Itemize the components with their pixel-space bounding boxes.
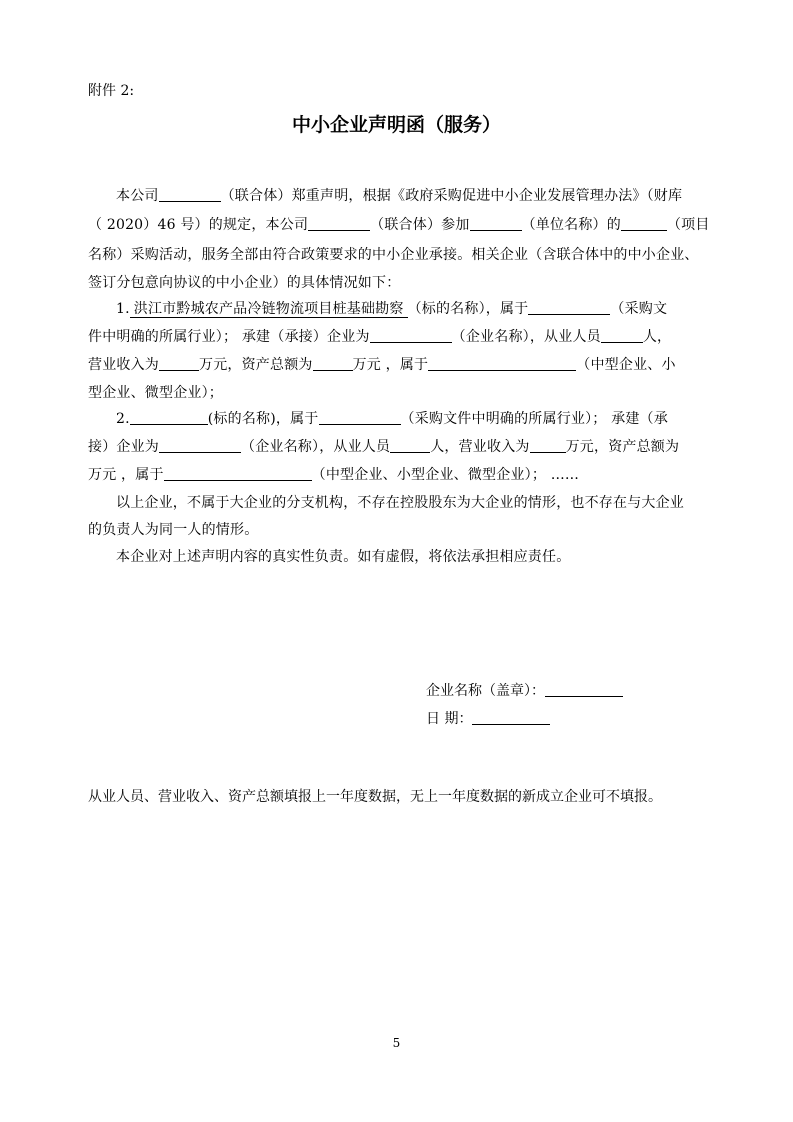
paragraph-1-line-1 bbox=[116, 185, 736, 205]
item-1-line-4: 型企业、微型企业）； bbox=[88, 385, 223, 401]
text: （项目 bbox=[666, 217, 710, 233]
date-blank[interactable] bbox=[472, 710, 550, 725]
text: 2. bbox=[116, 411, 130, 427]
text: 1. bbox=[116, 301, 130, 317]
company-blank[interactable] bbox=[159, 187, 221, 202]
paragraph-3-line-1: 以上企业，不属于大企业的分支机构，不存在控股股东为大企业的情形，也不存在与大企业 bbox=[116, 495, 684, 511]
item-1-line-2 bbox=[88, 326, 708, 346]
company-seal-label: 企业名称（盖章）： bbox=[426, 683, 545, 699]
text: 件中明确的所属行业）； 承建（承接）企业为 bbox=[88, 329, 370, 345]
employees-blank[interactable] bbox=[390, 438, 430, 453]
text: 人， bbox=[642, 329, 672, 345]
text: 万元，资产总额为 bbox=[199, 357, 313, 373]
company-seal-blank[interactable] bbox=[545, 682, 623, 697]
item-1-line-1 bbox=[116, 298, 736, 318]
unit-name-blank[interactable] bbox=[470, 216, 522, 231]
employees-blank[interactable] bbox=[601, 328, 643, 343]
text: （采购文 bbox=[610, 301, 668, 317]
project-name: 洪江市黔城农产品冷链物流项目桩基础勘察 bbox=[130, 301, 408, 318]
industry-blank[interactable] bbox=[528, 300, 610, 315]
text: （单位名称）的 bbox=[521, 217, 621, 233]
date-row bbox=[426, 708, 550, 728]
item-2-line-1 bbox=[116, 408, 736, 428]
text: （企业名称），从业人员 bbox=[451, 329, 601, 345]
text: （中型企业、小型企业、微型企业）； …… bbox=[311, 467, 580, 483]
text: （标的名称），属于 bbox=[407, 301, 529, 317]
text: 人，营业收入为 bbox=[430, 439, 530, 455]
item-2-line-3 bbox=[88, 464, 708, 484]
text: （联合体）郑重声明，根据《政府采购促进中小企业发展管理办法》（财库 bbox=[220, 188, 683, 204]
enterprise-type-blank[interactable] bbox=[428, 356, 576, 371]
item-1-line-3 bbox=[88, 354, 708, 374]
revenue-blank[interactable] bbox=[159, 356, 199, 371]
text: 营业收入为 bbox=[88, 357, 159, 373]
paragraph-3-line-2: 的负责人为同一人的情形。 bbox=[88, 522, 259, 538]
company-blank[interactable] bbox=[308, 216, 370, 231]
enterprise-name-blank[interactable] bbox=[370, 328, 452, 343]
paragraph-4: 本企业对上述声明内容的真实性负责。如有虚假，将依法承担相应责任。 bbox=[116, 549, 571, 565]
paragraph-1-line-2 bbox=[88, 214, 708, 234]
text: 万元 ，属于 bbox=[88, 467, 164, 483]
text: （联合体）参加 bbox=[370, 217, 470, 233]
attachment-label: 附件 2: bbox=[88, 83, 135, 99]
enterprise-name-blank[interactable] bbox=[159, 438, 241, 453]
paragraph-1-line-3: 名称）采购活动，服务全部由符合政策要求的中小企业承接。相关企业（含联合体中的中小企业、 bbox=[88, 247, 699, 263]
text: （企业名称），从业人员 bbox=[241, 439, 391, 455]
text: (标的名称)，属于 bbox=[207, 411, 319, 427]
company-seal-row bbox=[426, 680, 623, 700]
text: （中型企业、小 bbox=[576, 357, 676, 373]
text: 万元，资产总额为 bbox=[565, 439, 680, 455]
revenue-blank[interactable] bbox=[530, 438, 566, 453]
text: （采购文件中明确的所属行业）； 承建（承 bbox=[400, 411, 668, 427]
page-number: 5 bbox=[392, 1036, 401, 1050]
item-2-line-2 bbox=[88, 436, 708, 456]
project-blank[interactable] bbox=[621, 216, 667, 231]
page-title: 中小企业声明函（服务） bbox=[291, 114, 501, 136]
text: （ 2020）46 号）的规定，本公司 bbox=[88, 217, 309, 233]
enterprise-type-blank[interactable] bbox=[164, 466, 312, 481]
text: 接）企业为 bbox=[88, 439, 159, 455]
date-label: 日 期： bbox=[426, 711, 473, 727]
assets-blank[interactable] bbox=[313, 356, 353, 371]
industry-blank[interactable] bbox=[319, 410, 401, 425]
text: 万元 ，属于 bbox=[352, 357, 429, 373]
footnote: 从业人员、营业收入、资产总额填报上一年度数据，无上一年度数据的新成立企业可不填报。 bbox=[88, 789, 662, 805]
paragraph-1-line-4: 签订分包意向协议的中小企业）的具体情况如下： bbox=[88, 275, 401, 291]
text: 本公司 bbox=[116, 188, 159, 204]
subject-blank[interactable] bbox=[130, 410, 208, 425]
